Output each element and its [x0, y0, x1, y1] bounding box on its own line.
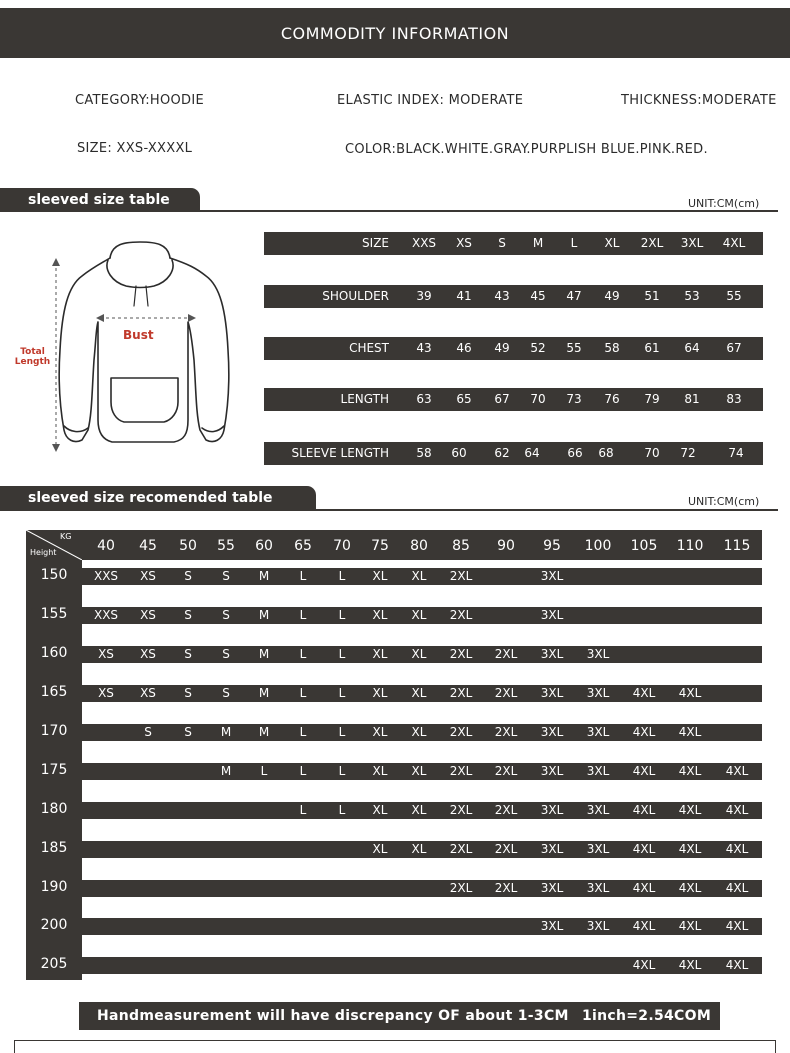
- section-title: sleeved size table: [28, 192, 170, 208]
- size-cell: M: [258, 647, 270, 661]
- height-label-200: 200: [40, 917, 68, 933]
- size-cell: XS: [140, 608, 156, 622]
- size-cell: S: [184, 608, 192, 622]
- size-cell: M: [258, 725, 270, 739]
- size-cell: 4XL: [678, 686, 702, 700]
- size-cell: 3XL: [586, 881, 610, 895]
- size-cell: XL: [372, 647, 388, 661]
- size-cell: XS: [456, 236, 472, 250]
- size-row-label: SLEEVE LENGTH: [291, 446, 389, 460]
- drawstring-left: [134, 286, 136, 306]
- unit-label: UNIT:CM(cm): [688, 197, 760, 210]
- size-cell: XL: [411, 725, 427, 739]
- size-cell: 4XL: [725, 842, 749, 856]
- size-cell: XL: [372, 803, 388, 817]
- weight-header-cell: 90: [497, 538, 515, 554]
- height-label-160: 160: [40, 645, 68, 661]
- size-cell: L: [338, 803, 346, 817]
- section-divider: [0, 210, 778, 212]
- size-cell: M: [220, 725, 232, 739]
- hoodie-diagram: [8, 230, 243, 458]
- hood-outline: [110, 242, 170, 258]
- size-cell: L: [299, 725, 307, 739]
- recommended-grid: [26, 530, 762, 980]
- kg-label: KG: [60, 532, 72, 541]
- weight-header-cell: 110: [676, 538, 704, 554]
- size-cell: 3XL: [540, 764, 564, 778]
- size-cell: 68: [598, 446, 614, 460]
- size-cell: 55: [726, 289, 742, 303]
- size-cell: L: [299, 686, 307, 700]
- size-cell: S: [222, 569, 230, 583]
- size-cell: 51: [644, 289, 660, 303]
- size-cell: M: [258, 608, 270, 622]
- hood-opening: [107, 260, 173, 288]
- size-cell: L: [299, 569, 307, 583]
- bust-label: Bust: [123, 328, 154, 342]
- elastic-info: ELASTIC INDEX: MODERATE: [337, 93, 524, 108]
- category-info: CATEGORY:HOODIE: [75, 93, 205, 108]
- section-title: sleeved size recomended table: [28, 490, 273, 506]
- size-cell: 4XL: [632, 881, 656, 895]
- size-cell: 4XL: [725, 803, 749, 817]
- size-cell: 73: [566, 392, 582, 406]
- size-cell: 4XL: [678, 919, 702, 933]
- height-label-175: 175: [40, 762, 68, 778]
- size-cell: 41: [456, 289, 472, 303]
- size-row-label: SHOULDER: [322, 289, 389, 303]
- grid-row: [82, 841, 762, 858]
- size-cell: S: [498, 236, 506, 250]
- size-row-label: CHEST: [349, 341, 389, 355]
- size-cell: 3XL: [540, 608, 564, 622]
- height-label-180: 180: [40, 801, 68, 817]
- page-title: COMMODITY INFORMATION: [280, 23, 510, 43]
- size-cell: 4XL: [678, 881, 702, 895]
- size-cell: 4XL: [632, 803, 656, 817]
- size-cell: XL: [604, 236, 620, 250]
- size-cell: 2XL: [449, 608, 473, 622]
- size-cell: 66: [567, 446, 583, 460]
- size-cell: 3XL: [540, 803, 564, 817]
- size-cell: S: [222, 608, 230, 622]
- size-cell: M: [220, 764, 232, 778]
- size-row-length: [264, 388, 763, 411]
- size-cell: 4XL: [678, 958, 702, 972]
- size-cell: 70: [530, 392, 546, 406]
- size-cell: 2XL: [494, 842, 518, 856]
- weight-header-cell: 40: [97, 538, 115, 554]
- size-cell: 55: [566, 341, 582, 355]
- size-cell: 4XL: [722, 236, 746, 250]
- size-cell: 53: [684, 289, 700, 303]
- size-cell: 43: [494, 289, 510, 303]
- size-cell: 3XL: [586, 725, 610, 739]
- size-cell: XS: [98, 686, 114, 700]
- size-row-size: [264, 232, 763, 255]
- size-cell: XXS: [93, 608, 119, 622]
- size-cell: L: [338, 569, 346, 583]
- size-cell: 3XL: [586, 842, 610, 856]
- size-cell: 4XL: [725, 764, 749, 778]
- height-label-190: 190: [40, 879, 68, 895]
- measurement-note: [79, 1002, 720, 1030]
- drawstring-right: [146, 286, 148, 306]
- weight-header-cell: 45: [139, 538, 157, 554]
- inch-conversion: 1inch=2.54COM: [582, 1008, 712, 1024]
- weight-header-cell: 115: [723, 538, 751, 554]
- size-cell: XL: [372, 725, 388, 739]
- size-cell: S: [144, 725, 152, 739]
- size-cell: 65: [456, 392, 472, 406]
- body-outline: [59, 258, 229, 442]
- weight-header-cell: 50: [179, 538, 197, 554]
- size-cell: M: [258, 686, 270, 700]
- size-cell: 63: [416, 392, 432, 406]
- size-cell: 4XL: [632, 919, 656, 933]
- size-cell: XL: [372, 608, 388, 622]
- size-cell: 4XL: [632, 764, 656, 778]
- size-cell: 60: [451, 446, 467, 460]
- size-cell: XS: [140, 686, 156, 700]
- size-cell: XL: [411, 647, 427, 661]
- size-cell: 4XL: [632, 686, 656, 700]
- size-cell: 79: [644, 392, 660, 406]
- size-cell: S: [184, 725, 192, 739]
- size-cell: 2XL: [449, 686, 473, 700]
- size-cell: 4XL: [678, 725, 702, 739]
- size-cell: L: [299, 803, 307, 817]
- size-cell: 2XL: [449, 569, 473, 583]
- grid-row: [82, 918, 762, 935]
- height-label-165: 165: [40, 684, 68, 700]
- section-tab-size-table: [0, 188, 200, 212]
- total-length-label: Total Length: [14, 347, 51, 367]
- size-cell: 3XL: [586, 919, 610, 933]
- size-cell: L: [299, 764, 307, 778]
- size-cell: 58: [604, 341, 620, 355]
- weight-header-cell: 55: [217, 538, 235, 554]
- size-cell: L: [299, 647, 307, 661]
- weight-header-cell: 60: [255, 538, 273, 554]
- size-cell: 2XL: [494, 764, 518, 778]
- size-cell: 39: [416, 289, 432, 303]
- size-cell: 4XL: [678, 803, 702, 817]
- pocket-outline: [111, 378, 178, 422]
- size-cell: XL: [372, 569, 388, 583]
- size-cell: 61: [644, 341, 660, 355]
- size-cell: 2XL: [449, 764, 473, 778]
- size-cell: L: [338, 686, 346, 700]
- size-cell: 2XL: [449, 647, 473, 661]
- size-info: SIZE: XXS-XXXXL: [77, 141, 193, 156]
- size-cell: M: [258, 569, 270, 583]
- height-label: Height: [30, 548, 57, 557]
- grid-row: [82, 568, 762, 585]
- weight-header-cell: 65: [294, 538, 312, 554]
- size-cell: 81: [684, 392, 700, 406]
- bottom-frame: [14, 1040, 776, 1053]
- size-cell: 3XL: [586, 764, 610, 778]
- size-cell: 46: [456, 341, 472, 355]
- size-cell: 4XL: [725, 919, 749, 933]
- size-cell: XXS: [411, 236, 437, 250]
- size-cell: 4XL: [632, 958, 656, 972]
- size-cell: 2XL: [449, 725, 473, 739]
- size-row-label: LENGTH: [340, 392, 389, 406]
- size-cell: S: [222, 686, 230, 700]
- size-cell: 74: [728, 446, 744, 460]
- size-cell: XL: [411, 803, 427, 817]
- size-cell: 2XL: [494, 881, 518, 895]
- size-cell: 43: [416, 341, 432, 355]
- grid-row: [82, 724, 762, 741]
- size-cell: XL: [411, 686, 427, 700]
- size-cell: 4XL: [632, 725, 656, 739]
- size-cell: 49: [604, 289, 620, 303]
- size-cell: XL: [411, 842, 427, 856]
- discrepancy-note: Handmeasurement will have discrepancy OF about 1-3CM: [97, 1008, 569, 1024]
- size-cell: 3XL: [540, 569, 564, 583]
- size-cell: 3XL: [540, 647, 564, 661]
- size-cell: 3XL: [540, 686, 564, 700]
- weight-header-cell: 75: [371, 538, 389, 554]
- size-cell: XS: [140, 647, 156, 661]
- size-cell: L: [338, 647, 346, 661]
- size-cell: S: [222, 647, 230, 661]
- weight-header-cell: 80: [410, 538, 428, 554]
- size-cell: XS: [140, 569, 156, 583]
- size-row-label: SIZE: [362, 236, 389, 250]
- height-label-170: 170: [40, 723, 68, 739]
- right-cuff: [202, 426, 224, 432]
- size-cell: 3XL: [540, 842, 564, 856]
- size-cell: XL: [372, 842, 388, 856]
- grid-row: [82, 607, 762, 624]
- size-cell: 64: [684, 341, 700, 355]
- size-cell: XL: [411, 764, 427, 778]
- size-cell: 2XL: [494, 803, 518, 817]
- size-cell: L: [570, 236, 578, 250]
- size-cell: 2XL: [494, 686, 518, 700]
- size-cell: 64: [524, 446, 540, 460]
- size-cell: S: [184, 686, 192, 700]
- weight-header-cell: 85: [452, 538, 470, 554]
- size-cell: L: [338, 608, 346, 622]
- color-info: COLOR:BLACK.WHITE.GRAY.PURPLISH BLUE.PINK.RED.: [345, 142, 708, 157]
- size-cell: L: [338, 764, 346, 778]
- height-label-155: 155: [40, 606, 68, 622]
- size-cell: 70: [644, 446, 660, 460]
- height-label-185: 185: [40, 840, 68, 856]
- grid-row: [82, 880, 762, 897]
- size-cell: 3XL: [540, 881, 564, 895]
- size-cell: XXS: [93, 569, 119, 583]
- size-cell: 67: [726, 341, 742, 355]
- size-cell: XL: [372, 686, 388, 700]
- size-cell: 67: [494, 392, 510, 406]
- size-cell: 2XL: [640, 236, 664, 250]
- size-cell: 3XL: [586, 803, 610, 817]
- size-cell: 3XL: [540, 919, 564, 933]
- size-cell: S: [184, 569, 192, 583]
- size-cell: 4XL: [678, 842, 702, 856]
- section-tab-recommended: [0, 486, 316, 510]
- size-cell: XL: [411, 608, 427, 622]
- size-cell: L: [338, 725, 346, 739]
- size-cell: L: [299, 608, 307, 622]
- size-cell: 45: [530, 289, 546, 303]
- weight-header: [26, 530, 762, 560]
- size-cell: 76: [604, 392, 620, 406]
- size-cell: 52: [530, 341, 546, 355]
- size-row-chest: [264, 337, 763, 360]
- size-row-shoulder: [264, 285, 763, 308]
- size-cell: 58: [416, 446, 432, 460]
- size-cell: 3XL: [680, 236, 704, 250]
- size-cell: 4XL: [725, 958, 749, 972]
- size-cell: XS: [98, 647, 114, 661]
- size-cell: 72: [680, 446, 696, 460]
- size-row-sleeve-length: [264, 442, 763, 465]
- unit-label: UNIT:CM(cm): [688, 495, 760, 508]
- grid-row: [82, 646, 762, 663]
- height-label-150: 150: [40, 567, 68, 583]
- size-cell: 2XL: [449, 881, 473, 895]
- left-cuff: [64, 426, 88, 432]
- size-cell: 4XL: [678, 764, 702, 778]
- size-cell: 4XL: [632, 842, 656, 856]
- size-cell: 4XL: [725, 881, 749, 895]
- grid-row: [82, 685, 762, 702]
- size-cell: XL: [372, 764, 388, 778]
- size-cell: 47: [566, 289, 582, 303]
- grid-row: [82, 957, 762, 974]
- size-cell: 3XL: [586, 686, 610, 700]
- size-cell: 62: [494, 446, 510, 460]
- section-divider: [0, 509, 778, 511]
- weight-header-cell: 95: [543, 538, 561, 554]
- size-cell: 83: [726, 392, 742, 406]
- grid-row: [82, 763, 762, 780]
- size-cell: 2XL: [494, 647, 518, 661]
- grid-row: [82, 802, 762, 819]
- size-cell: M: [532, 236, 544, 250]
- header-banner: [0, 8, 790, 58]
- size-cell: 49: [494, 341, 510, 355]
- size-cell: 3XL: [540, 725, 564, 739]
- weight-header-cell: 70: [333, 538, 351, 554]
- size-cell: L: [260, 764, 268, 778]
- thickness-info: THICKNESS:MODERATE: [621, 93, 777, 108]
- size-cell: XL: [411, 569, 427, 583]
- size-cell: 2XL: [449, 842, 473, 856]
- size-cell: 2XL: [449, 803, 473, 817]
- weight-header-cell: 105: [630, 538, 658, 554]
- size-cell: S: [184, 647, 192, 661]
- weight-header-cell: 100: [584, 538, 612, 554]
- size-cell: 2XL: [494, 725, 518, 739]
- height-label-205: 205: [40, 956, 68, 972]
- size-cell: 3XL: [586, 647, 610, 661]
